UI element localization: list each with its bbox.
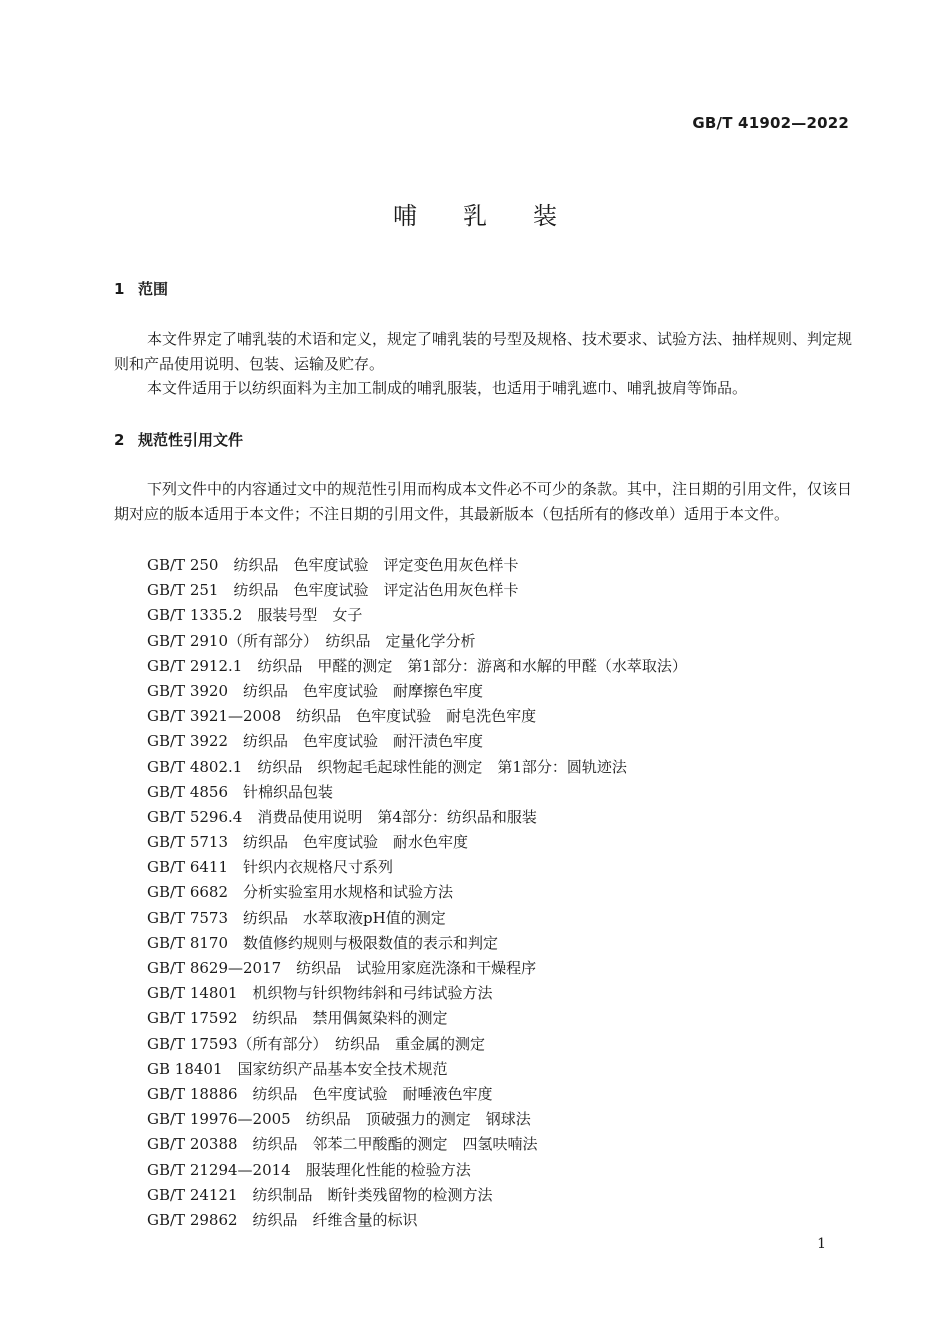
section-number: 1 — [114, 280, 125, 298]
reference-item: GB/T 17593（所有部分） 纺织品 重金属的测定 — [147, 1034, 486, 1053]
reference-item: GB/T 251 纺织品 色牢度试验 评定沾色用灰色样卡 — [147, 581, 519, 600]
reference-item: GB/T 29862 纺织品 纤维含量的标识 — [147, 1210, 418, 1229]
reference-item: GB/T 18886 纺织品 色牢度试验 耐唾液色牢度 — [147, 1084, 493, 1103]
section-heading-scope — [114, 278, 168, 299]
paragraph-scope-2: 本文件适用于以纺织面料为主加工制成的哺乳服装，也适用于哺乳遮巾、哺乳披肩等饰品。 — [147, 379, 748, 397]
section-title: 规范性引用文件 — [138, 431, 244, 449]
section-number: 2 — [114, 431, 125, 449]
reference-item: GB/T 1335.2 服装号型 女子 — [147, 606, 363, 625]
section-heading-normative-references — [114, 429, 243, 450]
reference-item: GB/T 14801 机织物与针织物纬斜和弓纬试验方法 — [147, 984, 493, 1003]
reference-item: GB/T 17592 纺织品 禁用偶氮染料的测定 — [147, 1009, 448, 1028]
page-number: 1 — [817, 1236, 826, 1252]
reference-item: GB/T 20388 纺织品 邻苯二甲酸酯的测定 四氢呋喃法 — [147, 1135, 538, 1154]
reference-item: GB/T 8629—2017 纺织品 试验用家庭洗涤和干燥程序 — [147, 959, 537, 977]
reference-item: GB 18401 国家纺织产品基本安全技术规范 — [147, 1059, 448, 1078]
reference-item: GB/T 5296.4 消费品使用说明 第4部分：纺织品和服装 — [147, 807, 537, 826]
reference-list — [147, 553, 687, 1233]
section-title: 范围 — [138, 280, 169, 298]
reference-item: GB/T 7573 纺织品 水萃取液pH值的测定 — [147, 908, 446, 927]
reference-item: GB/T 2910（所有部分） 纺织品 定量化学分析 — [147, 631, 476, 650]
reference-item: GB/T 8170 数值修约规则与极限数值的表示和判定 — [147, 933, 499, 952]
reference-item: GB/T 5713 纺织品 色牢度试验 耐水色牢度 — [147, 833, 469, 852]
reference-item: GB/T 24121 纺织制品 断针类残留物的检测方法 — [147, 1185, 493, 1204]
paragraph-normative-references: 下列文件中的内容通过文中的规范性引用而构成本文件必不可少的条款。其中，注日期的引用文件，仅该日期对应的版本适用于本文件；不注日期的引用文件，其最新版本（包括所有的修改单）适用于本文件。 — [114, 480, 853, 523]
standard-number: GB/T 41902—2022 — [692, 114, 849, 132]
document-title: 哺乳装 — [393, 202, 603, 230]
reference-item: GB/T 2912.1 纺织品 甲醛的测定 第1部分：游离和水解的甲醛（水萃取法） — [147, 656, 687, 675]
reference-item: GB/T 3922 纺织品 色牢度试验 耐汗渍色牢度 — [147, 732, 484, 751]
reference-item: GB/T 6411 针织内衣规格尺寸系列 — [147, 858, 394, 877]
reference-item: GB/T 4856 针棉织品包装 — [147, 782, 334, 801]
reference-item: GB/T 21294—2014 服装理化性能的检验方法 — [147, 1160, 471, 1179]
paragraph-scope-1: 本文件界定了哺乳装的术语和定义，规定了哺乳装的号型及规格、技术要求、试验方法、抽样规则、判定规则和产品使用说明、包装、运输及贮存。 — [114, 330, 853, 373]
reference-item: GB/T 250 纺织品 色牢度试验 评定变色用灰色样卡 — [147, 556, 519, 574]
reference-item: GB/T 19976—2005 纺织品 顶破强力的测定 钢球法 — [147, 1110, 531, 1129]
reference-item: GB/T 3920 纺织品 色牢度试验 耐摩擦色牢度 — [147, 681, 484, 700]
reference-item: GB/T 3921—2008 纺织品 色牢度试验 耐皂洗色牢度 — [147, 707, 537, 726]
reference-item: GB/T 4802.1 纺织品 织物起毛起球性能的测定 第1部分：圆轨迹法 — [147, 757, 627, 776]
reference-item: GB/T 6682 分析实验室用水规格和试验方法 — [147, 883, 454, 902]
